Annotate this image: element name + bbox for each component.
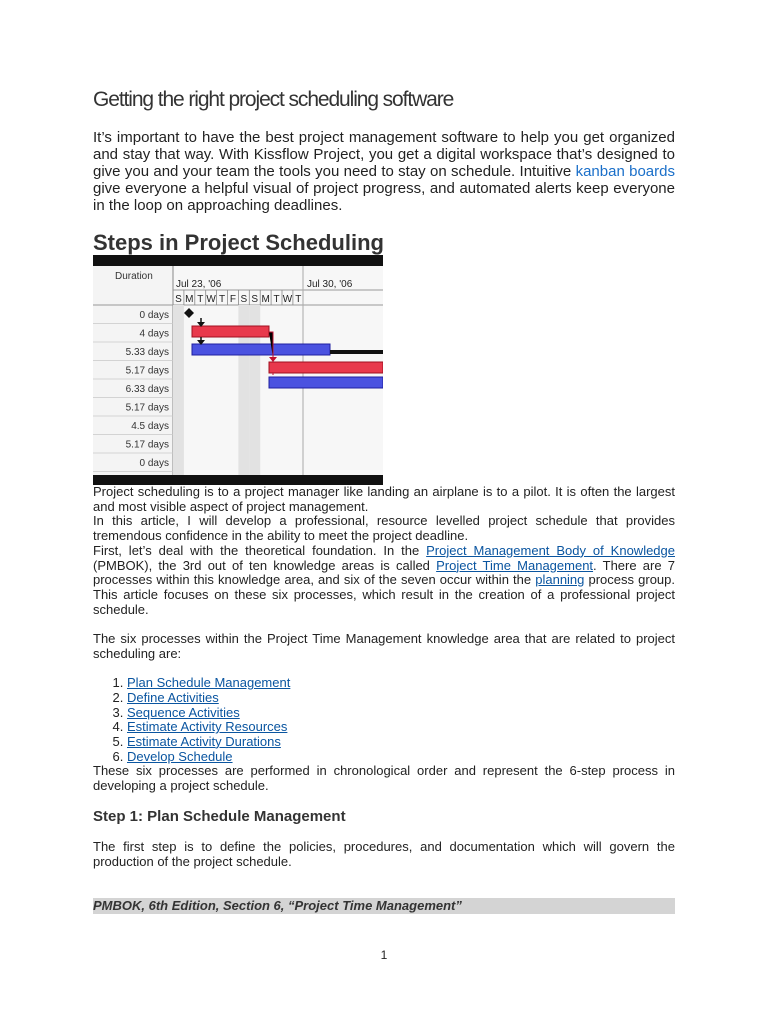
list-item: [127, 735, 675, 750]
gantt-duration-label: 4 days: [139, 328, 169, 340]
gantt-duration-label: 5.17 days: [125, 402, 169, 414]
intro-paragraph: [93, 129, 675, 214]
task-bar-red-2: [269, 362, 383, 373]
page-heading: Getting the right project scheduling software: [93, 88, 454, 111]
duration-header: Duration: [115, 271, 153, 282]
intro-text-after: give everyone a helpful visual of project progress, and automated alerts keep everyone in the loop on approaching deadlines.: [93, 180, 675, 214]
gantt-day-label: W: [282, 294, 293, 305]
article-body: [93, 485, 675, 794]
week1-label: Jul 23, '06: [176, 279, 222, 290]
gantt-day-label: T: [197, 294, 204, 305]
project-time-management-link[interactable]: Project Time Management: [436, 557, 594, 573]
list-item: [127, 691, 675, 706]
process-link-estimate-durations[interactable]: Estimate Activity Durations: [127, 733, 281, 749]
gantt-day-label: F: [229, 294, 237, 305]
gantt-chart-image: [93, 255, 383, 485]
para-pmbok-text-3: . There are 7 processes within this knowledge area, and six of the seven occur within the: [93, 557, 676, 588]
kanban-boards-link[interactable]: kanban boards: [575, 163, 675, 180]
process-list: [93, 676, 675, 764]
page-number: 1: [380, 948, 388, 962]
para-pmbok-text-4: process group. This article focuses on these six processes, which result in the creation of a professional project schedule.: [93, 572, 675, 617]
gantt-day-label: S: [251, 294, 259, 305]
para-airplane: Project scheduling is to a project manager like landing an airplane is to a pilot. It is often the largest and most visible aspect of project management.: [93, 484, 675, 514]
para-chronological: These six processes are performed in chronological order and represent the 6-step process in developing a project schedule.: [93, 763, 675, 794]
list-item: [127, 706, 675, 721]
task-bar-red-1: [192, 326, 269, 337]
process-link-develop-schedule[interactable]: Develop Schedule: [127, 748, 233, 764]
planning-link[interactable]: planning: [535, 572, 585, 588]
step1-heading: Step 1: Plan Schedule Management: [93, 808, 346, 825]
gantt-top-bar: [93, 255, 383, 266]
intro-text-before: It’s important to have the best project management software to help you get organized and stay that way. With Kissflow Project, you get a digital workspace that’s designed to give you and your team the tools you need to stay on schedule. Intuitive: [93, 129, 675, 180]
para-pmbok-text-2: (PMBOK), the 3rd out of ten knowledge areas is called: [93, 557, 437, 573]
list-item: [127, 720, 675, 735]
process-link-plan-schedule[interactable]: Plan Schedule Management: [127, 675, 291, 691]
gantt-duration-label: 5.17 days: [125, 439, 169, 451]
list-item: [127, 676, 675, 691]
process-link-estimate-resources[interactable]: Estimate Activity Resources: [127, 719, 288, 735]
task-bar-blue-2: [269, 377, 383, 388]
gantt-duration-label: 5.33 days: [125, 347, 169, 358]
gantt-day-label: T: [218, 294, 226, 305]
gantt-day-label: S: [175, 294, 182, 305]
step1-paragraph: The first step is to define the policies, procedures, and documentation which will govern the production of the project schedule.: [93, 839, 675, 869]
para-pmbok: [93, 544, 675, 618]
process-link-define-activities[interactable]: Define Activities: [127, 689, 219, 705]
gantt-duration-label: 4.5 days: [131, 421, 169, 432]
gantt-day-label: M: [261, 294, 270, 305]
gantt-duration-label: 6.33 days: [125, 384, 169, 395]
process-link-sequence-activities[interactable]: Sequence Activities: [127, 704, 240, 720]
gantt-day-label: W: [206, 294, 216, 305]
task-bar-black-1: [330, 350, 383, 354]
pmbok-reference-bar: PMBOK, 6th Edition, Section 6, “Project Time Management”: [93, 898, 675, 914]
list-item: [127, 750, 675, 765]
gantt-day-label: T: [273, 294, 280, 305]
section-title: Steps in Project Scheduling: [93, 230, 384, 255]
gantt-duration-label: 0 days: [139, 458, 169, 469]
para-pmbok-text-1: First, let’s deal with the theoretical foundation. In the: [93, 542, 427, 558]
gantt-day-label: M: [185, 294, 194, 305]
para-six-processes: The six processes within the Project Time Management knowledge area that are related to project scheduling are:: [93, 631, 675, 661]
weekend-column: [173, 305, 184, 475]
gantt-day-label: T: [295, 294, 302, 305]
gantt-duration-label: 5.17 days: [125, 365, 169, 377]
week2-label: Jul 30, '06: [307, 279, 353, 290]
gantt-duration-label: 0 days: [139, 310, 169, 321]
task-bar-blue-1: [192, 344, 330, 355]
pmbok-link[interactable]: Project Management Body of Knowledge: [426, 542, 676, 558]
para-resource-levelled: In this article, I will develop a professional, resource levelled project schedule that provides tremendous confidence in the ability to meet the project deadline.: [93, 513, 675, 544]
gantt-day-label: S: [240, 294, 248, 305]
